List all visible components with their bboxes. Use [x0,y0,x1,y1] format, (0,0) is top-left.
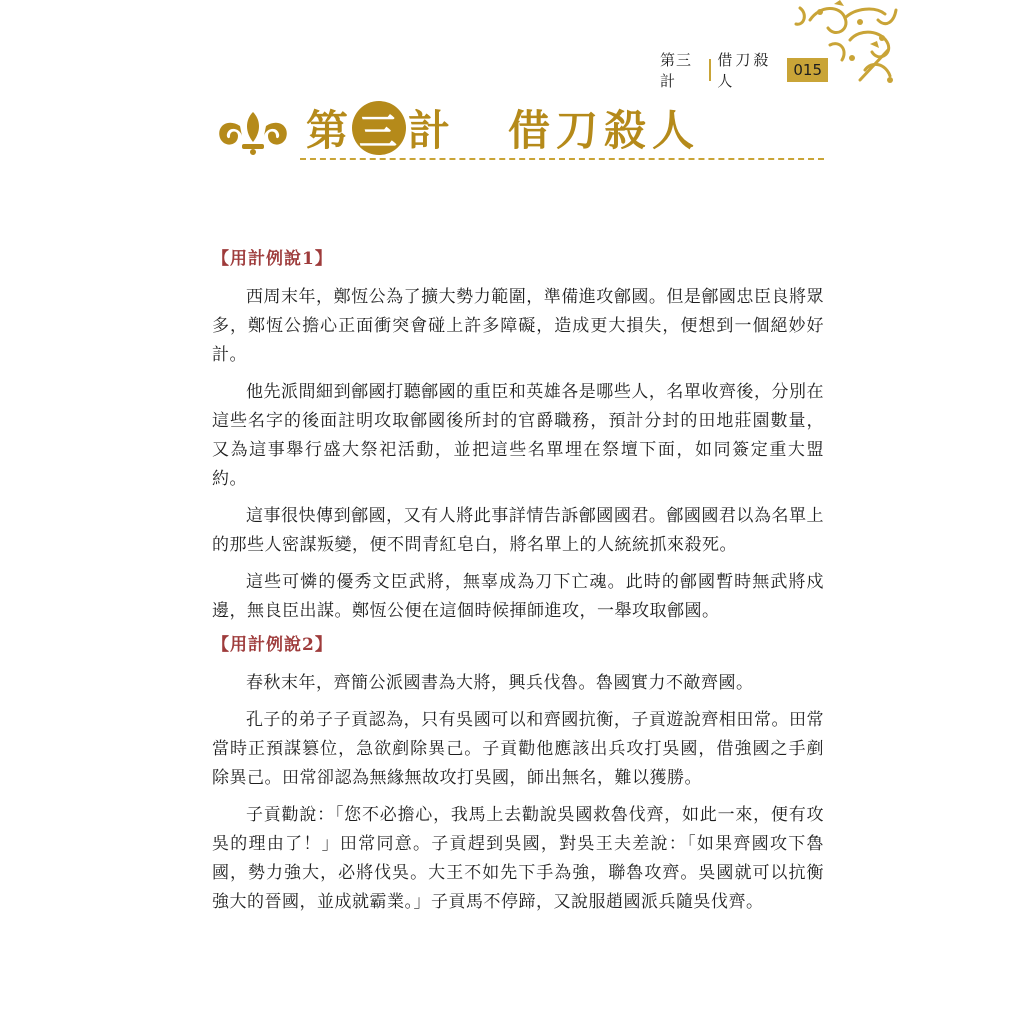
chapter-name: 借刀殺人 [508,106,701,155]
body-paragraph: 這事很快傳到鄶國，又有人將此事詳情告訴鄶國國君。鄶國國君以為名單上的那些人密謀叛變，便不問青紅皂白，將名單上的人統統抓來殺死。 [212,506,824,555]
chapter-number-badge: 三 [352,101,406,155]
body-paragraph: 春秋末年，齊簡公派國書為大將，興兵伐魯。魯國實力不敵齊國。 [246,673,754,693]
running-head-title: 借刀殺人 [717,51,772,90]
body-paragraph: 他先派間細到鄶國打聽鄶國的重臣和英雄各是哪些人，名單收齊後，分別在這些名字的後面註明攻取鄶國後所封的官爵職務，預計分封的田地莊園數量，又為這事舉行盛大祭祀活動，並把這些名單埋在祭壇下面，如同簽定重大盟約。 [212,382,824,489]
body-paragraph: 西周末年，鄭恆公為了擴大勢力範圍，準備進攻鄶國。但是鄶國忠臣良將眾多，鄭恆公擔心正面衝突會碰上許多障礙，造成更大損失，便想到一個絕妙好計。 [212,287,824,365]
running-head [660,52,828,88]
example-heading: 【用計例說2】 [212,635,333,655]
body-paragraph: 子貢勸說：「您不必擔心，我馬上去勸說吳國救魯伐齊，如此一來，便有攻吳的理由了！」田常同意。子貢趕到吳國，對吳王夫差說：「如果齊國攻下魯國，勢力強大，必將伐吳。大王不如先下手為強，聯魯攻齊。吳國就可以抗衡強大的晉國，並成就霸業。」子貢馬不停蹄，又說服趙國派兵隨吳伐齊。 [212,805,824,912]
chapter-title-prefix: 第 [306,106,351,155]
chapter-title-suffix: 計 [408,106,453,155]
running-head-divider [709,59,712,81]
running-head-chapter: 第三計 [660,51,693,90]
example-section-2 [212,630,824,925]
title-divider [300,158,824,160]
fleur-ornament-icon [212,108,294,156]
example-heading: 【用計例說1】 [212,249,333,269]
chapter-title [306,96,700,160]
example-section-1 [212,244,824,634]
body-paragraph: 這些可憐的優秀文臣武將，無辜成為刀下亡魂。此時的鄶國暫時無武將戍邊，無良臣出謀。鄭恆公便在這個時候揮師進攻，一舉攻取鄶國。 [212,572,824,621]
body-paragraph: 孔子的弟子子貢認為，只有吳國可以和齊國抗衡，子貢遊說齊相田常。田常當時正預謀篡位，急欲剷除異己。子貢勸他應該出兵攻打吳國，借強國之手剷除異己。田常卻認為無緣無故攻打吳國，師出無名，難以獲勝。 [212,710,824,788]
page-number: 015 [787,58,828,82]
